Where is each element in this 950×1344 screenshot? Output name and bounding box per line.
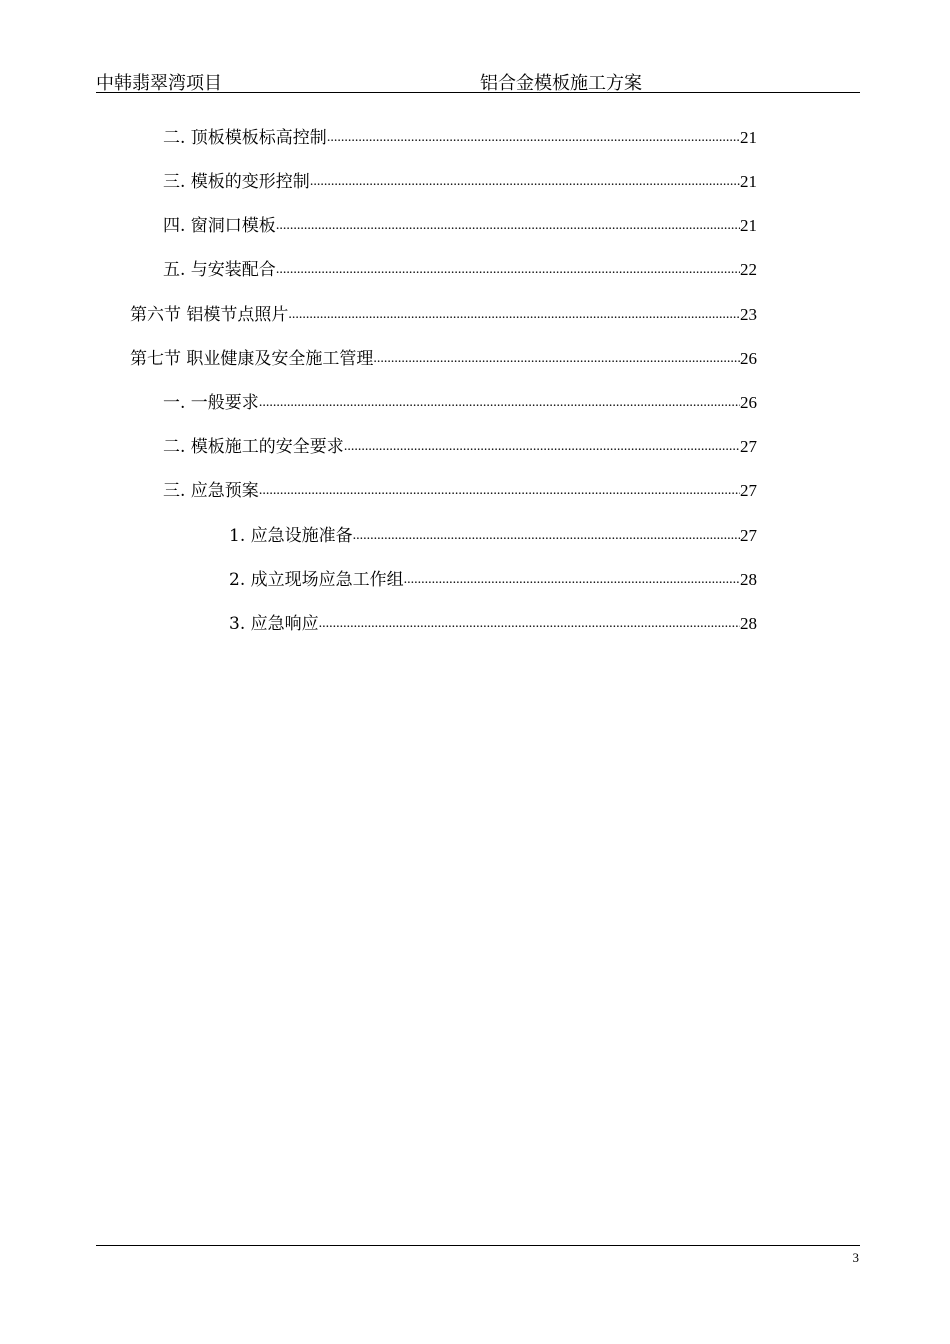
toc-leader-dots — [344, 435, 740, 459]
toc-entry[interactable] — [130, 303, 757, 327]
toc-entry-page: 27 — [740, 481, 757, 500]
footer-divider — [96, 1245, 860, 1246]
toc-entry-label: 2. 成立现场应急工作组 — [229, 570, 404, 590]
toc-leader-dots — [404, 568, 740, 592]
toc-entry-label: 一. 一般要求 — [163, 393, 259, 413]
toc-entry-label: 第七节 职业健康及安全施工管理 — [130, 349, 374, 369]
toc-entry-page: 23 — [740, 305, 757, 324]
toc-leader-dots — [319, 612, 740, 636]
toc-entry[interactable] — [163, 391, 757, 415]
header-project-name: 中韩翡翠湾项目 — [96, 73, 222, 94]
toc-entry-label: 三. 模板的变形控制 — [163, 172, 310, 192]
toc-entry-page: 21 — [740, 128, 757, 147]
toc-entry-page: 21 — [740, 216, 757, 235]
toc-leader-dots — [259, 479, 740, 503]
toc-entry[interactable] — [163, 170, 757, 194]
toc-entry[interactable] — [163, 479, 757, 503]
toc-leader-dots — [276, 258, 740, 282]
toc-entry-page: 22 — [740, 260, 757, 279]
page-header — [96, 66, 860, 93]
toc-entry-label: 第六节 铝模节点照片 — [130, 305, 289, 325]
toc-entry[interactable] — [229, 568, 757, 592]
toc-entry[interactable] — [163, 258, 757, 282]
toc-entry-page: 27 — [740, 437, 757, 456]
toc-entry-label: 五. 与安装配合 — [163, 260, 276, 280]
page-number: 3 — [852, 1250, 859, 1265]
toc-entry-page: 28 — [740, 570, 757, 589]
toc-leader-dots — [288, 303, 740, 327]
toc-entry-label: 1. 应急设施准备 — [229, 526, 353, 546]
toc-leader-dots — [276, 214, 740, 238]
toc-entry-label: 二. 顶板模板标高控制 — [163, 128, 327, 148]
toc-leader-dots — [310, 170, 740, 194]
toc-leader-dots — [353, 524, 740, 548]
toc-entry-page: 28 — [740, 614, 757, 633]
toc-entry[interactable] — [229, 612, 757, 636]
toc-entry-label: 四. 窗洞口模板 — [163, 216, 276, 236]
toc-leader-dots — [327, 126, 740, 150]
toc-entry[interactable] — [130, 347, 757, 371]
toc-entry[interactable] — [163, 214, 757, 238]
toc-entry-page: 26 — [740, 393, 757, 412]
toc-entry[interactable] — [163, 435, 757, 459]
toc-leader-dots — [373, 347, 740, 371]
toc-entry-label: 二. 模板施工的安全要求 — [163, 437, 344, 457]
toc-leader-dots — [259, 391, 740, 415]
toc-entry[interactable] — [163, 126, 757, 150]
toc-entry-page: 21 — [740, 172, 757, 191]
toc-entry-page: 26 — [740, 349, 757, 368]
toc-entry-label: 3. 应急响应 — [229, 614, 319, 634]
toc-entry[interactable] — [229, 524, 757, 548]
toc-entry-label: 三. 应急预案 — [163, 481, 259, 501]
toc-entry-page: 27 — [740, 526, 757, 545]
header-document-title: 铝合金模板施工方案 — [480, 73, 642, 94]
